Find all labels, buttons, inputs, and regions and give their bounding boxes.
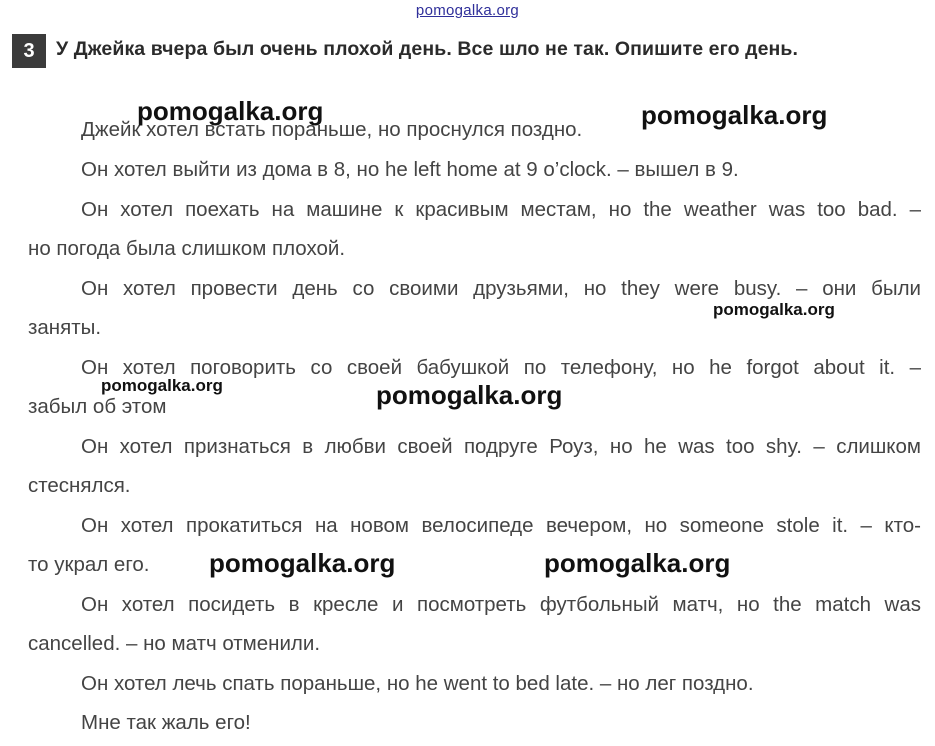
answer-line: Он хотел прокатиться на новом велосипеде вечером, но someone stole it. – кто- — [81, 514, 921, 537]
watermark: pomogalka.org — [544, 548, 731, 578]
answer-line: Он хотел лечь спать пораньше, но he went to bed late. – но лег поздно. — [81, 672, 754, 695]
answer-line: Он хотел поехать на машине к красивым местам, но the weather was too bad. – — [81, 198, 921, 221]
answer-line: стеснялся. — [28, 474, 131, 497]
watermark: pomogalka.org — [101, 376, 223, 395]
answer-line: Он хотел выйти из дома в 8, но he left home at 9 o’clock. – вышел в 9. — [81, 158, 739, 181]
answer-line: Джейк хотел встать пораньше, но проснулся поздно. — [81, 118, 583, 141]
watermark: pomogalka.org — [376, 380, 563, 410]
answer-line: Он хотел посидеть в кресле и посмотреть футбольный матч, но the match was — [81, 593, 921, 616]
watermark: pomogalka.org — [713, 300, 835, 319]
watermark: pomogalka.org — [641, 100, 828, 130]
site-header-link[interactable]: pomogalka.org — [415, 2, 520, 19]
answer-line: Он хотел признаться в любви своей подруге Роуз, но he was too shy. – слишком — [81, 435, 921, 458]
task-title: У Джейка вчера был очень плохой день. Все шло не так. Опишите его день. — [56, 38, 799, 60]
task-number-badge: 3 — [12, 34, 46, 68]
answer-line: забыл об этом — [28, 395, 167, 418]
answer-line: Мне так жаль его! — [81, 711, 251, 734]
watermark: pomogalka.org — [137, 96, 324, 126]
watermark: pomogalka.org — [209, 548, 396, 578]
answer-line: Он хотел поговорить со своей бабушкой по телефону, но he forgot about it. – — [81, 356, 921, 379]
task-header — [12, 34, 927, 70]
answer-line: то украл его. — [28, 553, 150, 576]
answer-line: cancelled. – но матч отменили. — [28, 632, 321, 655]
answer-line: Он хотел провести день со своими друзьями, но they were busy. – они были — [81, 277, 921, 300]
answer-line: но погода была слишком плохой. — [28, 237, 346, 260]
answer-line: заняты. — [28, 316, 102, 339]
